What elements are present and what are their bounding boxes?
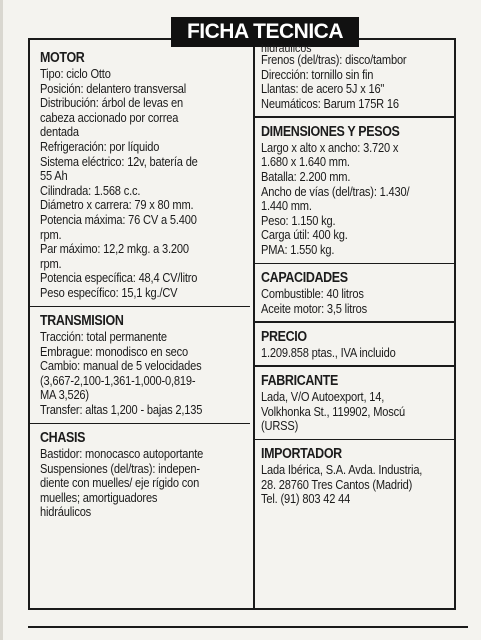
spec-line: Posición: delantero transversal: [40, 81, 187, 96]
spec-line: 1.209.858 ptas., IVA incluido: [261, 345, 396, 360]
spec-line: Refrigeración: por líquido: [40, 139, 160, 154]
section-title: CHASIS: [40, 430, 86, 447]
section-capacidades: [261, 270, 451, 316]
section-divider: [30, 306, 250, 308]
left-column: [40, 50, 250, 520]
spec-line: Diámetro x carrera: 79 x 80 mm.: [40, 198, 194, 213]
right-column: [261, 44, 451, 507]
spec-line: Suspensiones (del/tras): indepen-: [40, 461, 200, 476]
page-edge: [0, 0, 3, 640]
bottom-rule: [28, 626, 468, 628]
spec-line: cabeza accionado por correa: [40, 110, 179, 125]
spec-line: Ancho de vías (del/tras): 1.430/: [261, 184, 410, 199]
section-dimensiones-y-pesos: [261, 124, 451, 258]
sheet-title: FICHA TECNICA: [171, 17, 359, 47]
spec-line: muelles; amortiguadores: [40, 490, 158, 505]
section-precio: [261, 329, 451, 361]
spec-line: Cilindrada: 1.568 c.c.: [40, 183, 141, 198]
column-divider: [253, 38, 255, 610]
spec-line: Tipo: ciclo Otto: [40, 67, 111, 81]
spec-line: Peso: 1.150 kg.: [261, 213, 336, 228]
spec-line: Distribución: árbol de levas en: [40, 96, 184, 111]
spec-line: 28. 28760 Tres Cantos (Madrid): [261, 477, 413, 492]
spec-line: dentada: [40, 125, 79, 140]
spec-line: Peso específico: 15,1 kg./CV: [40, 285, 178, 300]
spec-line: Llantas: de acero 5J x 16": [261, 82, 385, 97]
cut-off-line: hidráulicos: [261, 44, 312, 53]
section-divider: [254, 321, 456, 323]
section-divider: [254, 116, 456, 118]
section-fabricante: [261, 373, 451, 434]
brakes-steering-block: [261, 53, 451, 111]
section-transmision: [40, 313, 250, 418]
spec-line: rpm.: [40, 256, 62, 271]
section-title: TRANSMISION: [40, 313, 124, 329]
section-chasis: [40, 430, 250, 520]
spec-line: Par máximo: 12,2 mkg. a 3.200: [40, 242, 189, 257]
spec-line: Largo x alto x ancho: 3.720 x: [261, 140, 399, 155]
section-title: MOTOR: [40, 50, 85, 66]
section-motor: [40, 50, 250, 301]
spec-line: Tracción: total permanente: [40, 330, 167, 344]
spec-line: Transfer: altas 1,200 - bajas 2,135: [40, 402, 203, 417]
spec-line: Volkhonka St., 119902, Moscú: [261, 404, 405, 419]
spec-line: Cambio: manual de 5 velocidades: [40, 359, 202, 374]
section-divider: [30, 423, 250, 425]
section-title: FABRICANTE: [261, 372, 338, 389]
spec-line: 1.680 x 1.640 mm.: [261, 155, 350, 170]
spec-line: Frenos (del/tras): disco/tambor: [261, 53, 407, 67]
spec-line: diente con muelles/ eje rígido con: [40, 476, 200, 491]
section-importador: [261, 446, 451, 507]
spec-line: Bastidor: monocasco autoportante: [40, 447, 204, 462]
spec-line: Dirección: tornillo sin fin: [261, 67, 374, 82]
spec-line: (URSS): [261, 419, 299, 434]
spec-line: hidráulicos: [40, 505, 92, 520]
spec-line: 1.440 mm.: [261, 199, 312, 214]
section-divider: [254, 439, 456, 441]
spec-line: Aceite motor: 3,5 litros: [261, 301, 368, 316]
spec-line: Embrague: monodisco en seco: [40, 344, 189, 359]
spec-line: rpm.: [40, 227, 62, 242]
spec-line: Combustible: 40 litros: [261, 287, 364, 302]
spec-line: 55 Ah: [40, 169, 68, 184]
spec-line: MA 3,526): [40, 388, 89, 403]
spec-line: (3,667-2,100-1,361-1,000-0,819-: [40, 373, 196, 388]
spec-line: Tel. (91) 803 42 44: [261, 492, 351, 507]
section-title: DIMENSIONES Y PESOS: [261, 123, 400, 140]
section-divider: [254, 263, 456, 265]
spec-line: Carga útil: 400 kg.: [261, 228, 348, 243]
section-title: CAPACIDADES: [261, 270, 348, 287]
spec-line: Lada, V/O Autoexport, 14,: [261, 389, 385, 404]
spec-line: PMA: 1.550 kg.: [261, 243, 335, 258]
spec-line: Sistema eléctrico: 12v, batería de: [40, 154, 198, 169]
spec-line: Batalla: 2.200 mm.: [261, 170, 351, 185]
section-title: PRECIO: [261, 328, 307, 345]
section-title: IMPORTADOR: [261, 446, 342, 463]
section-divider: [254, 365, 456, 367]
spec-line: Potencia máxima: 76 CV a 5.400: [40, 212, 197, 227]
spec-line: Lada Ibérica, S.A. Avda. Industria,: [261, 463, 423, 478]
spec-line: Neumáticos: Barum 175R 16: [261, 96, 399, 111]
spec-line: Potencia específica: 48,4 CV/litro: [40, 271, 198, 286]
